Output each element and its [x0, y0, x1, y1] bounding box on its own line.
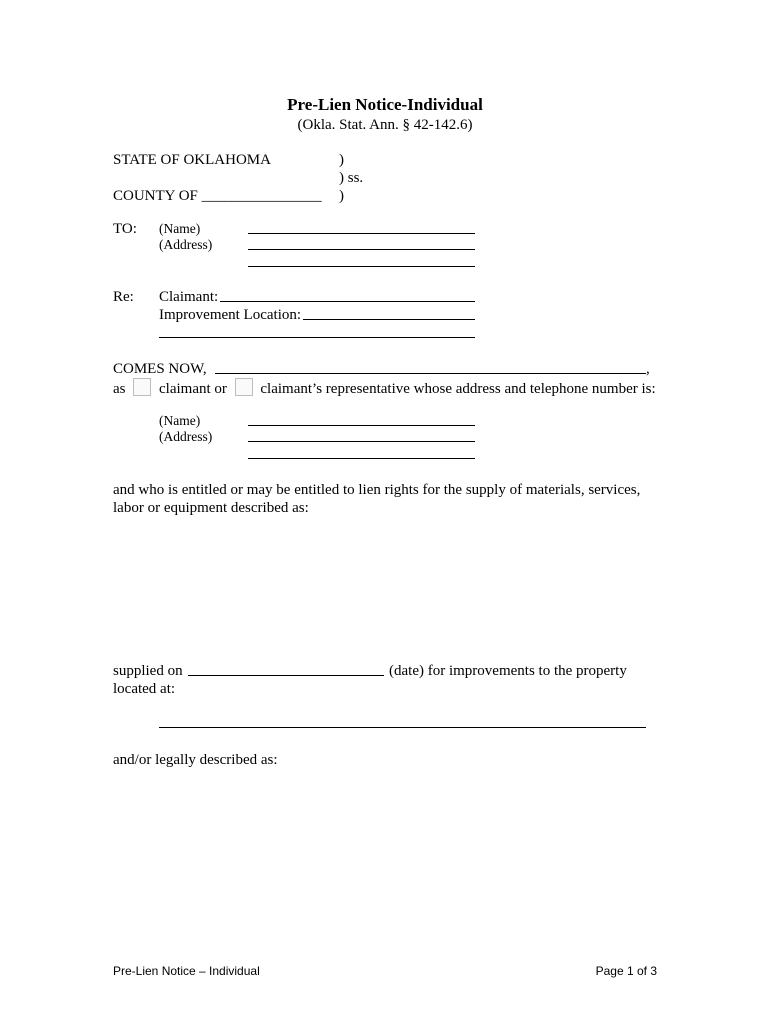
rep-name-line[interactable]: [248, 425, 475, 426]
supplied-date-suffix: (date) for improvements to the property: [389, 663, 627, 679]
claimant-label: Claimant:: [159, 289, 219, 305]
capacity-row: [113, 378, 656, 398]
to-label: TO:: [113, 221, 137, 237]
statute-citation: (Okla. Stat. Ann. § 42-142.6): [297, 117, 473, 133]
legal-description-area[interactable]: [113, 772, 653, 942]
improvement-location-label: Improvement Location:: [159, 307, 302, 323]
rep-name-label: (Name): [159, 413, 201, 428]
representative-checkbox[interactable]: [235, 378, 253, 396]
comes-now-comma: ,: [646, 361, 650, 377]
to-address-line-2[interactable]: [248, 266, 475, 267]
to-address-label: (Address): [159, 237, 213, 252]
venue-paren-1: ): [339, 152, 344, 168]
to-address-line-1[interactable]: [248, 249, 475, 250]
page-number: Page 1 of 3: [595, 964, 657, 978]
improvement-location-line[interactable]: [303, 319, 475, 320]
rep-address-line-1[interactable]: [248, 441, 475, 442]
to-name-label: (Name): [159, 221, 201, 236]
supplied-on-label: supplied on: [113, 663, 183, 679]
page-title: Pre-Lien Notice-Individual: [287, 95, 483, 114]
venue-paren-ss: ) ss.: [339, 170, 364, 186]
claimant-option-label: claimant or: [159, 381, 227, 397]
comes-now-label: COMES NOW,: [113, 361, 207, 377]
entitled-text-line-2: labor or equipment described as:: [113, 500, 309, 516]
claimant-checkbox[interactable]: [133, 378, 151, 396]
footer-title: Pre-Lien Notice – Individual: [113, 964, 260, 978]
to-name-line[interactable]: [248, 233, 475, 234]
entitled-text-line-1: and who is entitled or may be entitled to lien rights for the supply of materials, services,: [113, 482, 641, 498]
comes-now-line[interactable]: [215, 373, 646, 374]
as-label: as: [113, 381, 126, 397]
rep-address-line-2[interactable]: [248, 458, 475, 459]
supplied-date-line[interactable]: [188, 675, 384, 676]
rep-address-label: (Address): [159, 429, 213, 444]
legal-description-label: and/or legally described as:: [113, 752, 278, 768]
property-location-line[interactable]: [159, 727, 646, 728]
improvement-location-line-2[interactable]: [159, 337, 475, 338]
venue-paren-3: ): [339, 188, 344, 204]
description-area[interactable]: [113, 520, 653, 655]
county-field[interactable]: COUNTY OF ________________: [113, 188, 322, 204]
claimant-line[interactable]: [220, 301, 475, 302]
representative-option-label: claimant’s representative whose address and telephone number is:: [260, 381, 656, 397]
state-label: STATE OF OKLAHOMA: [113, 152, 271, 168]
located-at-label: located at:: [113, 681, 176, 697]
re-label: Re:: [113, 289, 134, 305]
